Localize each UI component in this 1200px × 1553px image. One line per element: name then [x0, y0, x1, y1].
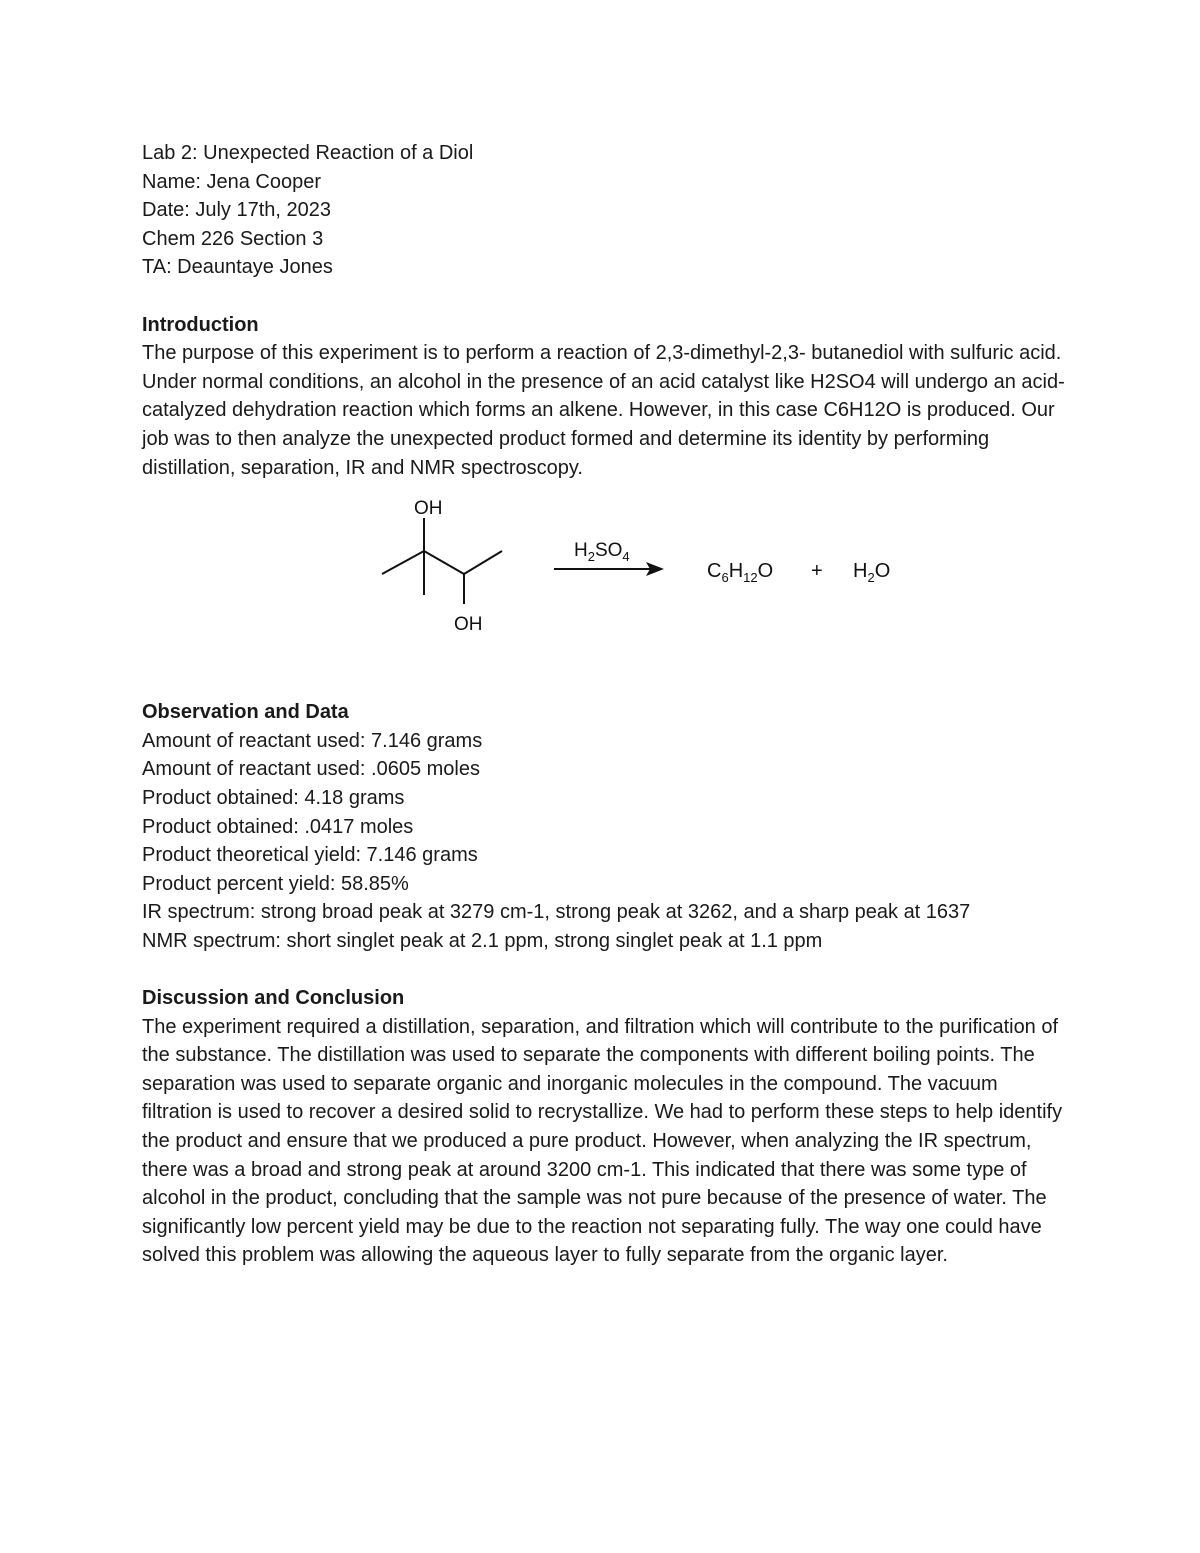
student-name: Name: Jena Cooper [142, 170, 321, 193]
document-header [142, 139, 1072, 282]
discussion-heading: Discussion and Conclusion [142, 987, 405, 1010]
observation-line: IR spectrum: strong broad peak at 3279 cm-1, strong peak at 3262, and a sharp peak at 1637 [142, 901, 971, 924]
discussion-body: The experiment required a distillation, separation, and filtration which will contribute to the purification of the substance. The distillation was used to separate the components with different boiling points. The separation was used to separate organic and inorganic molecules in the compound. The vacuum filtration is used to recover a desired solid to recrystallize. We had to perform these steps to help identify the product and ensure that we produced a pure product. However, when analyzing the IR spectrum, there was a broad and strong peak at around 3200 cm-1. This indicated that there was some type of alcohol in the product, concluding that the sample was not pure because of the presence of water. The significantly low percent yield may be due to the reaction not separating fully. The way one could have solved this problem was allowing the aqueous layer to fully separate from the organic layer. [142, 1015, 1063, 1267]
observation-line: NMR spectrum: short singlet peak at 2.1 ppm, strong singlet peak at 1.1 ppm [142, 929, 823, 952]
discussion-section [142, 984, 1072, 1270]
observations-heading: Observation and Data [142, 701, 349, 724]
observation-line: Amount of reactant used: 7.146 grams [142, 729, 483, 752]
plus-sign: + [811, 560, 823, 583]
lab-title: Lab 2: Unexpected Reaction of a Diol [142, 142, 474, 164]
observation-line: Amount of reactant used: .0605 moles [142, 758, 480, 781]
introduction-heading: Introduction [142, 313, 259, 336]
observation-line: Product obtained: 4.18 grams [142, 786, 405, 809]
spacer [142, 282, 1072, 311]
introduction-section [142, 311, 1072, 483]
report-date: Date: July 17th, 2023 [142, 199, 332, 222]
course-section: Chem 226 Section 3 [142, 227, 324, 250]
oh-top-label: OH [414, 498, 443, 520]
observations-section [142, 698, 1072, 955]
observation-line: Product obtained: .0417 moles [142, 815, 414, 838]
introduction-body: The purpose of this experiment is to perform a reaction of 2,3-dimethyl-2,3- butanediol with sulfuric acid. Under normal conditions, an alcohol in the presence of an acid catalyst like H2SO4 will undergo an acid-catalyzed dehydration reaction which forms an alkene. However, in this case C6H12O is produced. Our job was to then analyze the unexpected product formed and determine its identity by performing distillation, separation, IR and NMR spectroscopy. [142, 342, 1065, 479]
teaching-assistant: TA: Deauntaye Jones [142, 256, 333, 279]
observation-line: Product percent yield: 58.85% [142, 872, 409, 895]
document-page [142, 139, 1072, 1270]
spacer [142, 955, 1072, 984]
reaction-scheme-figure [368, 492, 908, 662]
diol-structure [382, 518, 502, 604]
oh-bottom-label: OH [454, 614, 483, 636]
reaction-scheme [142, 492, 1072, 692]
observation-line: Product theoretical yield: 7.146 grams [142, 844, 478, 867]
reaction-arrow [554, 562, 664, 576]
product-formula: $C_6H_{12}O$ [707, 560, 774, 586]
reagent-label: $H_2SO_4$ [574, 540, 630, 565]
water-formula: $H_2O$ [853, 560, 891, 586]
